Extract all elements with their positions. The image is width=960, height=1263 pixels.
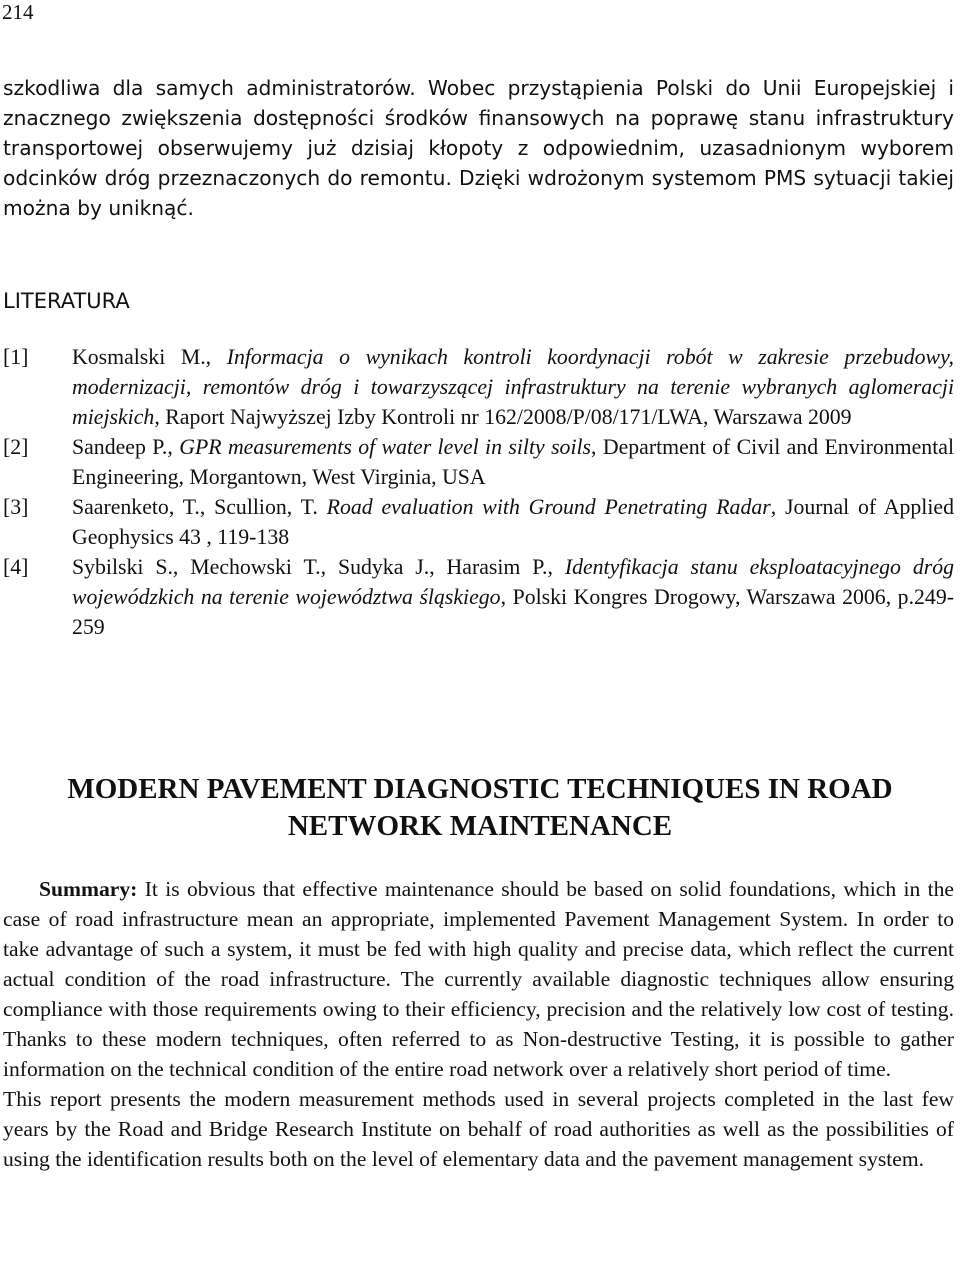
reference-item xyxy=(3,432,954,492)
reference-separator: , xyxy=(205,345,227,369)
reference-details: , Polski Kongres Drogowy, Warszawa 2006, p.249-259 xyxy=(72,585,954,639)
reference-title: Road evaluation with Ground Penetrating Radar xyxy=(326,495,771,519)
summary-paragraph: This report presents the modern measurement methods used in several projects completed in the last few years by the Road and Bridge Research Institute on behalf of road authorities as well as the possibilities of using the identification results both on the level of elementary data and the pavement management system. xyxy=(3,1087,954,1171)
reference-number: [3] xyxy=(3,495,29,519)
summary-label: Summary: xyxy=(39,877,138,901)
reference-number: [1] xyxy=(3,345,29,369)
reference-details: , Department of Civil and Environmental Engineering, Morgantown, West Virginia, USA xyxy=(72,435,954,489)
reference-separator xyxy=(318,495,327,519)
reference-number: [4] xyxy=(3,555,29,579)
reference-title: GPR measurements of water level in silty soils xyxy=(179,435,592,459)
intro-paragraph: szkodliwa dla samych administratorów. Wobec przystąpienia Polski do Unii Europejskiej i znacznego zwiększenia dostępności środków finansowych na poprawę stanu infrastruktury transportowej obserwujemy już dzisiaj kłopoty z odpowiednim, uzasadnionym wyborem odcinków dróg przeznaczonych do remontu. Dzięki wdrożonym systemom PMS sytuacji takiej można by uniknąć. xyxy=(3,76,954,220)
summary-paragraph xyxy=(3,874,954,1084)
reference-authors: Sandeep P. xyxy=(72,435,168,459)
reference-title: Informacja o wynikach kontroli koordynacji robót w zakresie przebudowy, modernizacji, remontów dróg i towarzyszącej infrastruktury na terenie wybranych aglomeracji miejskich xyxy=(72,345,954,429)
reference-item xyxy=(3,342,954,432)
reference-separator: , xyxy=(547,555,565,579)
reference-authors: Sybilski S., Mechowski T., Sudyka J., Harasim P. xyxy=(72,555,548,579)
reference-item xyxy=(3,552,954,642)
reference-details: , Journal of Applied Geophysics 43 , 119-138 xyxy=(72,495,954,549)
literature-heading: LITERATURA xyxy=(3,289,130,313)
english-title xyxy=(0,771,960,845)
reference-list xyxy=(3,342,954,642)
reference-authors: Kosmalski M. xyxy=(72,345,206,369)
summary-text: It is obvious that effective maintenance should be based on solid foundations, which in the case of road infrastructure mean an appropriate, implemented Pavement Management System. In order to take advantage of such a system, it must be fed with high quality and precise data, which reflect the current actual condition of the road infrastructure. The currently available diagnostic techniques allow ensuring compliance with those requirements owing to their efficiency, precision and the relatively low cost of testing. Thanks to these modern techniques, often referred to as Non-destructive Testing, it is possible to gather information on the technical condition of the entire road network over a relatively short period of time. xyxy=(3,877,954,1081)
reference-title: Identyfikacja stanu eksploatacyjnego dróg wojewódzkich na terenie województwa śląskiego xyxy=(72,555,954,609)
reference-item xyxy=(3,492,954,552)
reference-authors: Saarenketo, T., Scullion, T. xyxy=(72,495,318,519)
english-title-line: MODERN PAVEMENT DIAGNOSTIC TECHNIQUES IN ROAD xyxy=(67,773,893,805)
english-title-line: NETWORK MAINTENANCE xyxy=(287,810,673,842)
reference-number: [2] xyxy=(3,435,29,459)
reference-details: , Raport Najwyższej Izby Kontroli nr 162/2008/P/08/171/LWA, Warszawa 2009 xyxy=(154,405,852,429)
page-number: 214 xyxy=(2,0,34,24)
reference-separator: , xyxy=(167,435,180,459)
summary-block xyxy=(3,874,954,1174)
